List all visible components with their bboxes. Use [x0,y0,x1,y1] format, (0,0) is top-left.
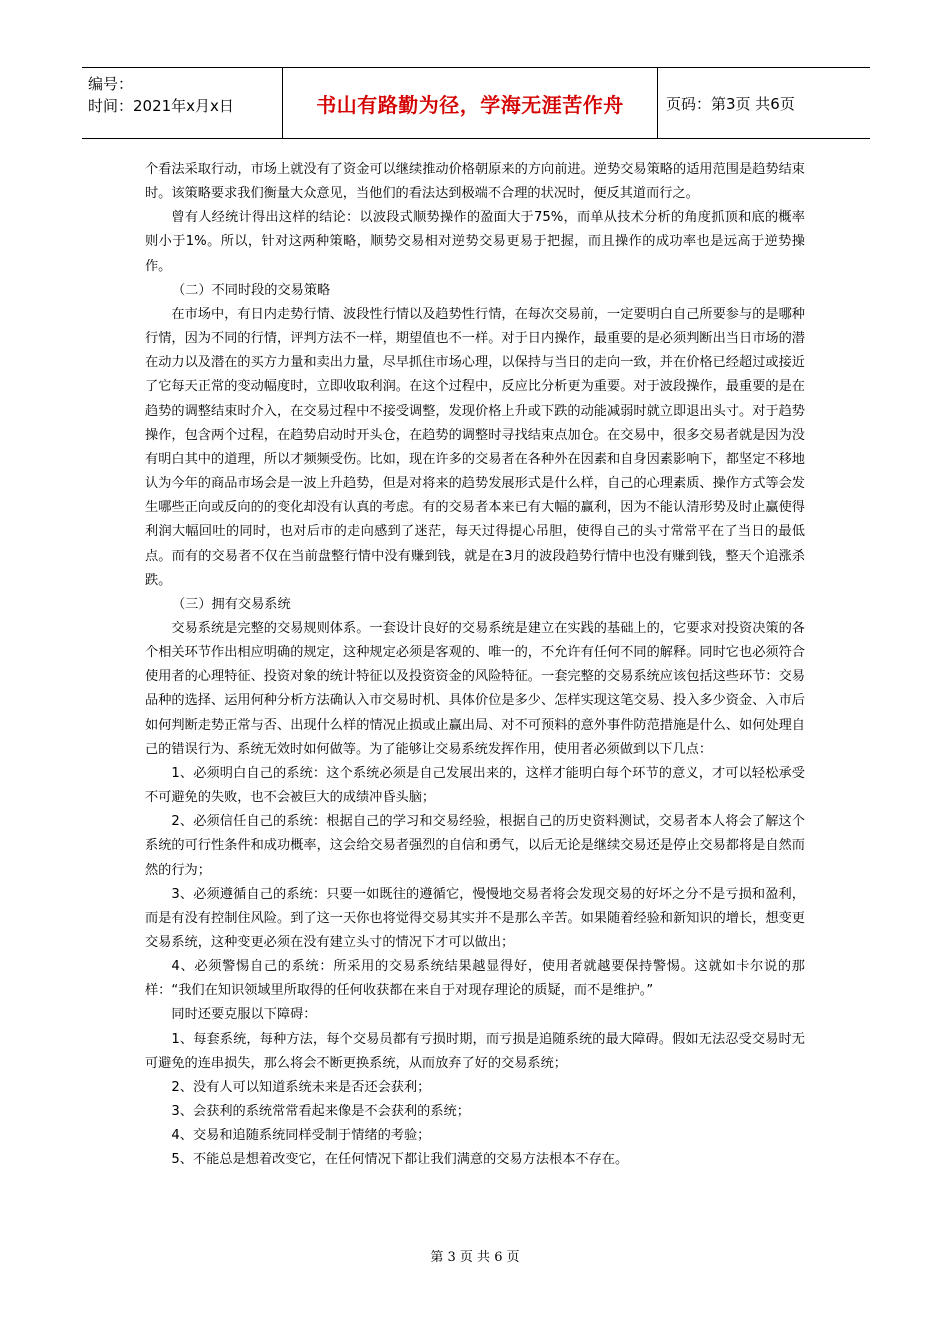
list-item: 1、每套系统，每种方法，每个交易员都有亏损时期，而亏损是追随系统的最大障碍。假如无法忍受交易时无可避免的连串损失，那么将会不断更换系统，从而放弃了好的交易系统； [145,1031,805,1071]
document-code-label: 编号： [88,75,134,93]
list-item: 5、不能总是想着改变它，在任何情况下都让我们满意的交易方法根本不存在。 [171,1152,629,1168]
header-meta [82,68,283,138]
section-heading: （二）不同时段的交易策略 [172,282,331,298]
document-date-label: 时间：2021年x月x日 [88,97,234,115]
paragraph: 交易系统是完整的交易规则体系。一套设计良好的交易系统是建立在实践的基础上的，它要求对投资决策的各个相关环节作出相应明确的规定，这种规定必须是客观的、唯一的，不允许有任何不同的解释。同时它也必须符合使用者的心理特征、投资对象的统计特征以及投资资金的风险特征。一套完整的交易系统应该包括这些环节：交易品种的选择、运用何种分析方法确认入市交易时机、具体价位是多少、怎样实现这笔交易、投入多少资金、入市后如何判断走势正常与否、出现什么样的情况止损或止赢出局、对不可预料的意外事件防范措施是什么、如何处理自己的错误行为、系统无效时如何做等。为了能够让交易系统发挥作用，使用者必须做到以下几点： [145,620,805,757]
page-header [82,67,870,139]
header-motto [283,68,658,138]
paragraph: 同时还要克服以下障碍： [171,1007,317,1023]
list-item: 4、必须警惕自己的系统：所采用的交易系统结果越显得好，使用者就越要保持警惕。这就如卡尔说的那样：“我们在知识领域里所取得的任何收获都在来自于对现存理论的质疑，而不是维护。” [145,959,805,999]
paragraph: 个看法采取行动，市场上就没有了资金可以继续推动价格朝原来的方向前进。逆势交易策略的适用范围是趋势结束时。该策略要求我们衡量大众意见，当他们的看法达到极端不合理的状况时，便反其道而行之。 [145,162,805,202]
paragraph: 曾有人经统计得出这样的结论：以波段式顺势操作的盈面大于75%，而单从技术分析的角度抓顶和底的概率则小于1%。所以，针对这两种策略，顺势交易相对逆势交易更易于把握，而且操作的成功率也是远高于逆势操作。 [145,210,805,274]
document-body [145,158,805,1173]
section-heading: （三）拥有交易系统 [172,596,291,612]
motto-text: 书山有路勤为径，学海无涯苦作舟 [316,92,624,117]
page-footer: 第 3 页 共 6 页 [430,1250,520,1265]
list-item: 3、会获利的系统常常看起来像是不会获利的系统； [171,1104,470,1120]
header-page-info: 页码：第3页 共6页 [666,94,795,113]
list-item: 4、交易和追随系统同样受制于情绪的考验； [171,1128,431,1144]
list-item: 3、必须遵循自己的系统：只要一如既往的遵循它，慢慢地交易者将会发现交易的好坏之分不是亏损和盈利，而是有没有控制住风险。到了这一天你也将觉得交易其实并不是那么辛苦。如果随着经验和新知识的增长，想变更交易系统，这种变更必须在没有建立头寸的情况下才可以做出； [145,886,805,950]
list-item: 2、必须信任自己的系统：根据自己的学习和交易经验，根据自己的历史资料测试，交易者本人将会了解这个系统的可行性条件和成功概率，这会给交易者强烈的自信和勇气，以后无论是继续交易还是停止交易都将是自然而然的行为； [145,814,805,878]
paragraph: 在市场中，有日内走势行情、波段性行情以及趋势性行情，在每次交易前，一定要明白自己所要参与的是哪种行情，因为不同的行情，评判方法不一样，期望值也不一样。对于日内操作，最重要的是必须判断出当日市场的潜在动力以及潜在的买方力量和卖出力量，尽早抓住市场心理，以保持与当日的走向一致，并在价格已经超过或接近了它每天正常的变动幅度时，立即收取利润。在这个过程中，反应比分析更为重要。对于波段操作，最重要的是在趋势的调整结束时介入，在交易过程中不接受调整，发现价格上升或下跌的动能减弱时就立即退出头寸。对于趋势操作，包含两个过程，在趋势启动时开头仓，在趋势的调整时寻找结束点加仓。在交易中，很多交易者就是因为没有明白其中的道理，所以才频频受伤。比如，现在许多的交易者在各种外在因素和自身因素影响下，都坚定不移地认为今年的商品市场会是一波上升趋势，但是对将来的趋势发展形式是什么样，自己的心理素质、操作方式等会发生哪些正向或反向的的变化却没有认真的考虑。有的交易者本来已有大幅的赢利，因为不能认清形势及时止赢使得利润大幅回吐的同时，也对后市的走向感到了迷茫，每天过得提心吊胆，使得自己的头寸常常平在了当日的最低点。而有的交易者不仅在当前盘整行情中没有赚到钱，就是在3月的波段趋势行情中也没有赚到钱，整天个追涨杀跌。 [145,306,805,588]
list-item: 2、没有人可以知道系统未来是否还会获利； [171,1079,431,1095]
list-item: 1、必须明白自己的系统：这个系统必须是自己发展出来的，这样才能明白每个环节的意义，才可以轻松承受不可避免的失败，也不会被巨大的成绩冲昏头脑； [145,765,805,806]
